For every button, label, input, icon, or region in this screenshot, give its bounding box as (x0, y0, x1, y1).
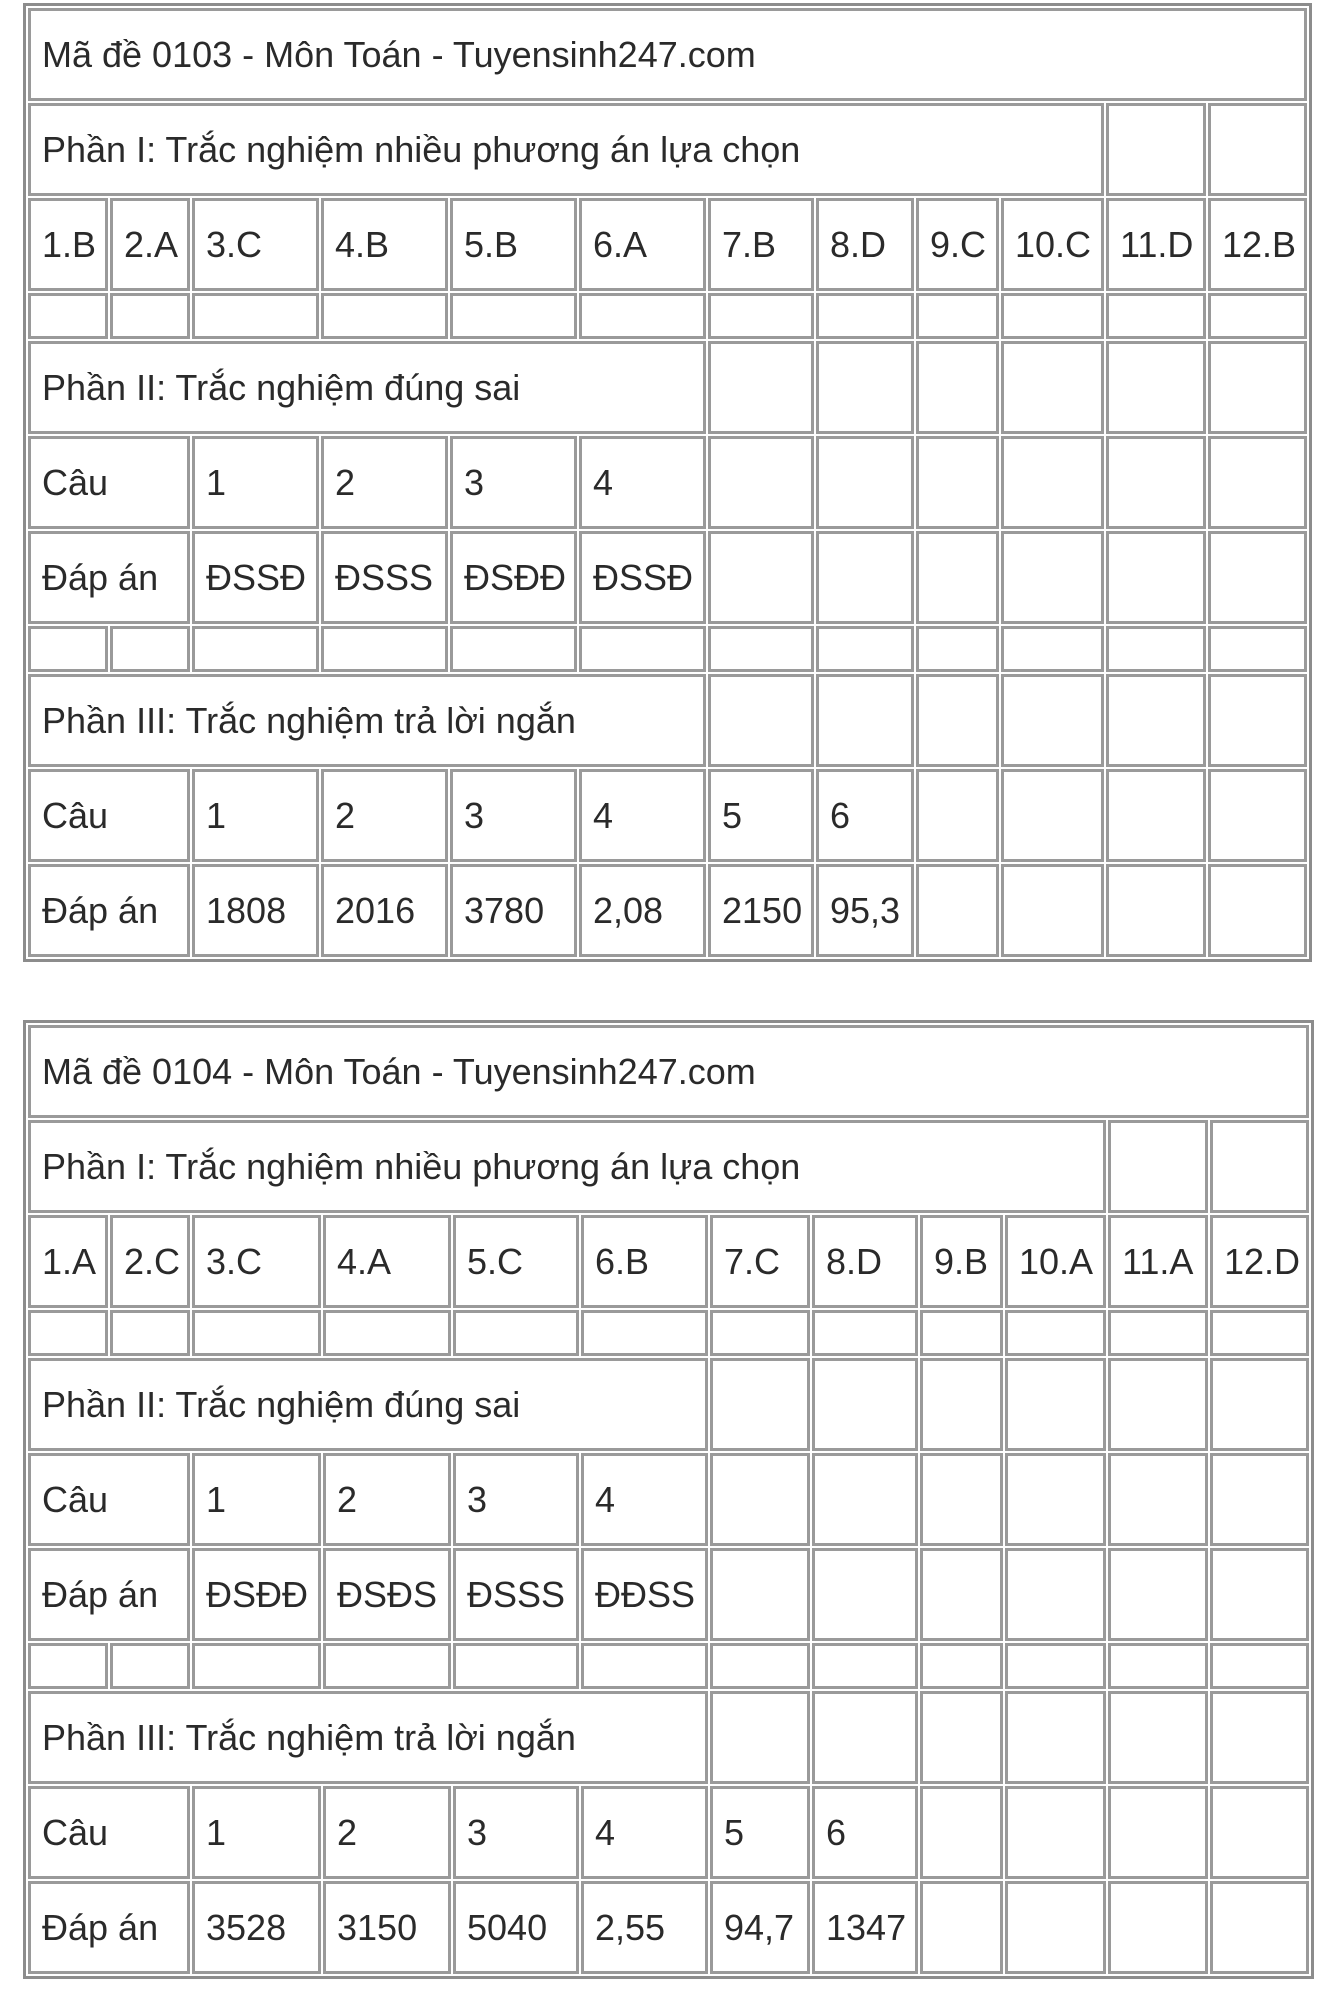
part3-title: Phần III: Trắc nghiệm trả lời ngắn (28, 1691, 708, 1784)
part1-answers-row (28, 198, 1307, 291)
part1-answer: 6.A (579, 198, 706, 291)
part3-answer: 3780 (450, 864, 577, 957)
part2-question-label: Câu (28, 436, 190, 529)
part2-answer: ĐSSĐ (192, 531, 319, 624)
part1-answer: 6.B (581, 1215, 708, 1308)
part3-question-label: Câu (28, 769, 190, 862)
part2-title-row (28, 1358, 1309, 1451)
part1-answer: 9.B (920, 1215, 1003, 1308)
part1-answer: 2.C (110, 1215, 190, 1308)
part2-answer: ĐSSĐ (579, 531, 706, 624)
part1-answer: 11.A (1108, 1215, 1208, 1308)
part1-answer: 8.D (812, 1215, 918, 1308)
part3-answers-row (28, 864, 1307, 957)
part3-answer: 94,7 (710, 1881, 810, 1974)
part2-answer: ĐSĐĐ (192, 1548, 321, 1641)
part1-title: Phần I: Trắc nghiệm nhiều phương án lựa chọn (28, 103, 1104, 196)
part2-title-row (28, 341, 1307, 434)
part1-title-row (28, 103, 1307, 196)
part2-question: 1 (192, 1453, 321, 1546)
part1-answer: 2.A (110, 198, 190, 291)
part3-question: 6 (816, 769, 914, 862)
answer-table-0103 (23, 3, 1312, 962)
part2-questions-row (28, 1453, 1309, 1546)
table-title: Mã đề 0103 - Môn Toán - Tuyensinh247.com (28, 8, 1307, 101)
part3-answer: 95,3 (816, 864, 914, 957)
part1-answer: 1.A (28, 1215, 108, 1308)
part1-answer: 1.B (28, 198, 108, 291)
part1-answer: 4.A (323, 1215, 451, 1308)
part3-question: 4 (579, 769, 706, 862)
part2-answers-row (28, 531, 1307, 624)
part2-answer: ĐSĐĐ (450, 531, 577, 624)
part2-answer: ĐĐSS (581, 1548, 708, 1641)
answer-table-0104 (23, 1020, 1314, 1979)
part2-question: 3 (450, 436, 577, 529)
part1-answer: 5.B (450, 198, 577, 291)
part1-title: Phần I: Trắc nghiệm nhiều phương án lựa chọn (28, 1120, 1106, 1213)
part2-question: 3 (453, 1453, 579, 1546)
part1-answer: 10.C (1001, 198, 1104, 291)
part1-answer: 7.C (710, 1215, 810, 1308)
blank-row (28, 1310, 1309, 1356)
part2-questions-row (28, 436, 1307, 529)
part1-answer: 5.C (453, 1215, 579, 1308)
part3-question: 3 (453, 1786, 579, 1879)
part3-answer-label: Đáp án (28, 1881, 190, 1974)
part2-answers-row (28, 1548, 1309, 1641)
part2-answer: ĐSSS (321, 531, 448, 624)
part3-question: 1 (192, 1786, 321, 1879)
part3-questions-row (28, 769, 1307, 862)
part3-question: 5 (708, 769, 814, 862)
part1-answer: 9.C (916, 198, 999, 291)
part1-answer: 7.B (708, 198, 814, 291)
part3-answer: 3528 (192, 1881, 321, 1974)
part1-answer: 4.B (321, 198, 448, 291)
part1-answers-row (28, 1215, 1309, 1308)
part1-answer: 12.D (1210, 1215, 1309, 1308)
part2-title: Phần II: Trắc nghiệm đúng sai (28, 1358, 708, 1451)
part3-question: 3 (450, 769, 577, 862)
part3-answer: 1347 (812, 1881, 918, 1974)
part2-answer-label: Đáp án (28, 531, 190, 624)
part2-title: Phần II: Trắc nghiệm đúng sai (28, 341, 706, 434)
table-title-row (28, 1025, 1309, 1118)
part3-question: 6 (812, 1786, 918, 1879)
part2-question-label: Câu (28, 1453, 190, 1546)
part1-answer: 10.A (1005, 1215, 1106, 1308)
part3-question: 2 (321, 769, 448, 862)
part3-answer: 2,08 (579, 864, 706, 957)
part3-title-row (28, 1691, 1309, 1784)
part3-answers-row (28, 1881, 1309, 1974)
part3-question: 2 (323, 1786, 451, 1879)
part1-title-row (28, 1120, 1309, 1213)
blank-row (28, 293, 1307, 339)
part3-answer: 2150 (708, 864, 814, 957)
part3-title: Phần III: Trắc nghiệm trả lời ngắn (28, 674, 706, 767)
part3-questions-row (28, 1786, 1309, 1879)
part3-question: 1 (192, 769, 319, 862)
part3-answer: 3150 (323, 1881, 451, 1974)
part1-answer: 12.B (1208, 198, 1307, 291)
part3-question-label: Câu (28, 1786, 190, 1879)
part1-answer: 3.C (192, 198, 319, 291)
part3-question: 5 (710, 1786, 810, 1879)
part2-question: 4 (579, 436, 706, 529)
part3-answer: 1808 (192, 864, 319, 957)
part3-title-row (28, 674, 1307, 767)
part2-question: 4 (581, 1453, 708, 1546)
part1-answer: 8.D (816, 198, 914, 291)
part1-answer: 11.D (1106, 198, 1206, 291)
blank-row (28, 1643, 1309, 1689)
part3-answer: 2,55 (581, 1881, 708, 1974)
part3-answer: 2016 (321, 864, 448, 957)
table-title: Mã đề 0104 - Môn Toán - Tuyensinh247.com (28, 1025, 1309, 1118)
part2-question: 1 (192, 436, 319, 529)
part2-answer-label: Đáp án (28, 1548, 190, 1641)
part1-answer: 3.C (192, 1215, 321, 1308)
part3-answer: 5040 (453, 1881, 579, 1974)
part3-question: 4 (581, 1786, 708, 1879)
part2-answer: ĐSSS (453, 1548, 579, 1641)
blank-row (28, 626, 1307, 672)
part2-answer: ĐSĐS (323, 1548, 451, 1641)
table-title-row (28, 8, 1307, 101)
part2-question: 2 (323, 1453, 451, 1546)
part3-answer-label: Đáp án (28, 864, 190, 957)
part2-question: 2 (321, 436, 448, 529)
